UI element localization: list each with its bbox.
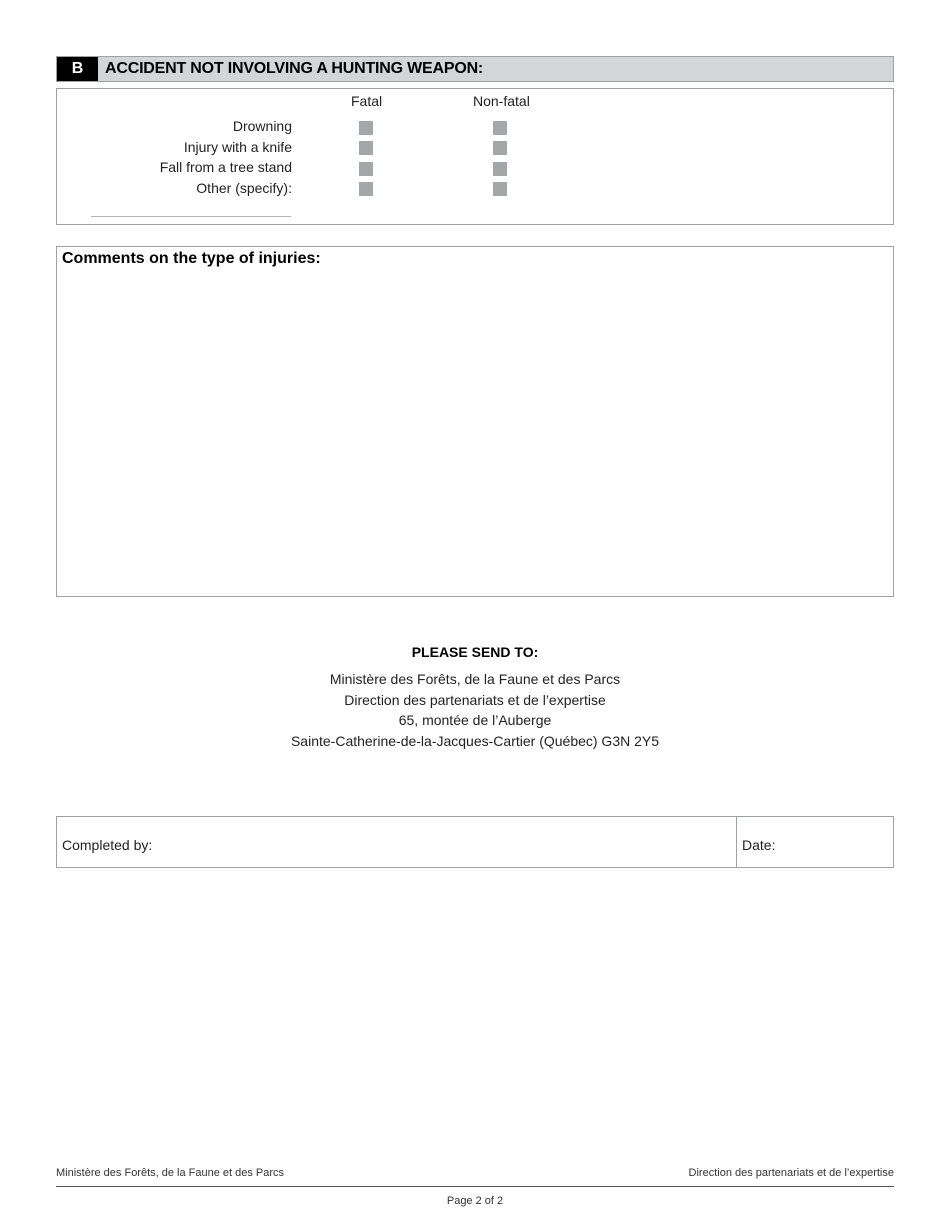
section-letter: B xyxy=(57,57,98,81)
footer-divider xyxy=(56,1186,894,1187)
completion-divider xyxy=(736,816,737,868)
checkbox-knife-fatal[interactable] xyxy=(359,141,373,155)
checkbox-drowning-non-fatal[interactable] xyxy=(493,121,507,135)
row-label-drowning: Drowning xyxy=(232,118,292,134)
address-line-2: Direction des partenariats et de l’expertise xyxy=(344,692,606,708)
column-header-fatal: Fatal xyxy=(351,93,383,109)
address-line-1: Ministère des Forêts, de la Faune et des Parcs xyxy=(329,671,621,687)
section-b-header xyxy=(56,56,894,82)
row-label-knife: Injury with a knife xyxy=(183,139,292,155)
other-specify-input[interactable] xyxy=(91,216,291,217)
row-label-other: Other (specify): xyxy=(196,180,292,196)
address-line-4: Sainte-Catherine-de-la-Jacques-Cartier (Québec) G3N 2Y5 xyxy=(290,733,660,749)
footer-left: Ministère des Forêts, de la Faune et des Parcs xyxy=(56,1167,285,1179)
row-label-tree-stand: Fall from a tree stand xyxy=(159,159,292,175)
footer-right: Direction des partenariats et de l’expertise xyxy=(688,1167,894,1179)
checkbox-other-non-fatal[interactable] xyxy=(493,182,507,196)
column-header-non-fatal: Non-fatal xyxy=(473,93,530,109)
checkbox-drowning-fatal[interactable] xyxy=(359,121,373,135)
checkbox-tree-stand-fatal[interactable] xyxy=(359,162,373,176)
comments-textarea[interactable] xyxy=(56,246,894,597)
date-field[interactable]: Date: xyxy=(742,837,776,853)
checkbox-tree-stand-non-fatal[interactable] xyxy=(493,162,507,176)
checkbox-knife-non-fatal[interactable] xyxy=(493,141,507,155)
checkbox-other-fatal[interactable] xyxy=(359,182,373,196)
section-title: ACCIDENT NOT INVOLVING A HUNTING WEAPON: xyxy=(105,60,484,77)
comments-label: Comments on the type of injuries: xyxy=(62,250,321,267)
send-to-title: PLEASE SEND TO: xyxy=(411,644,539,660)
page-number: Page 2 of 2 xyxy=(446,1195,504,1207)
completed-by-field[interactable]: Completed by: xyxy=(62,837,153,853)
address-line-3: 65, montée de l’Auberge xyxy=(398,712,552,728)
